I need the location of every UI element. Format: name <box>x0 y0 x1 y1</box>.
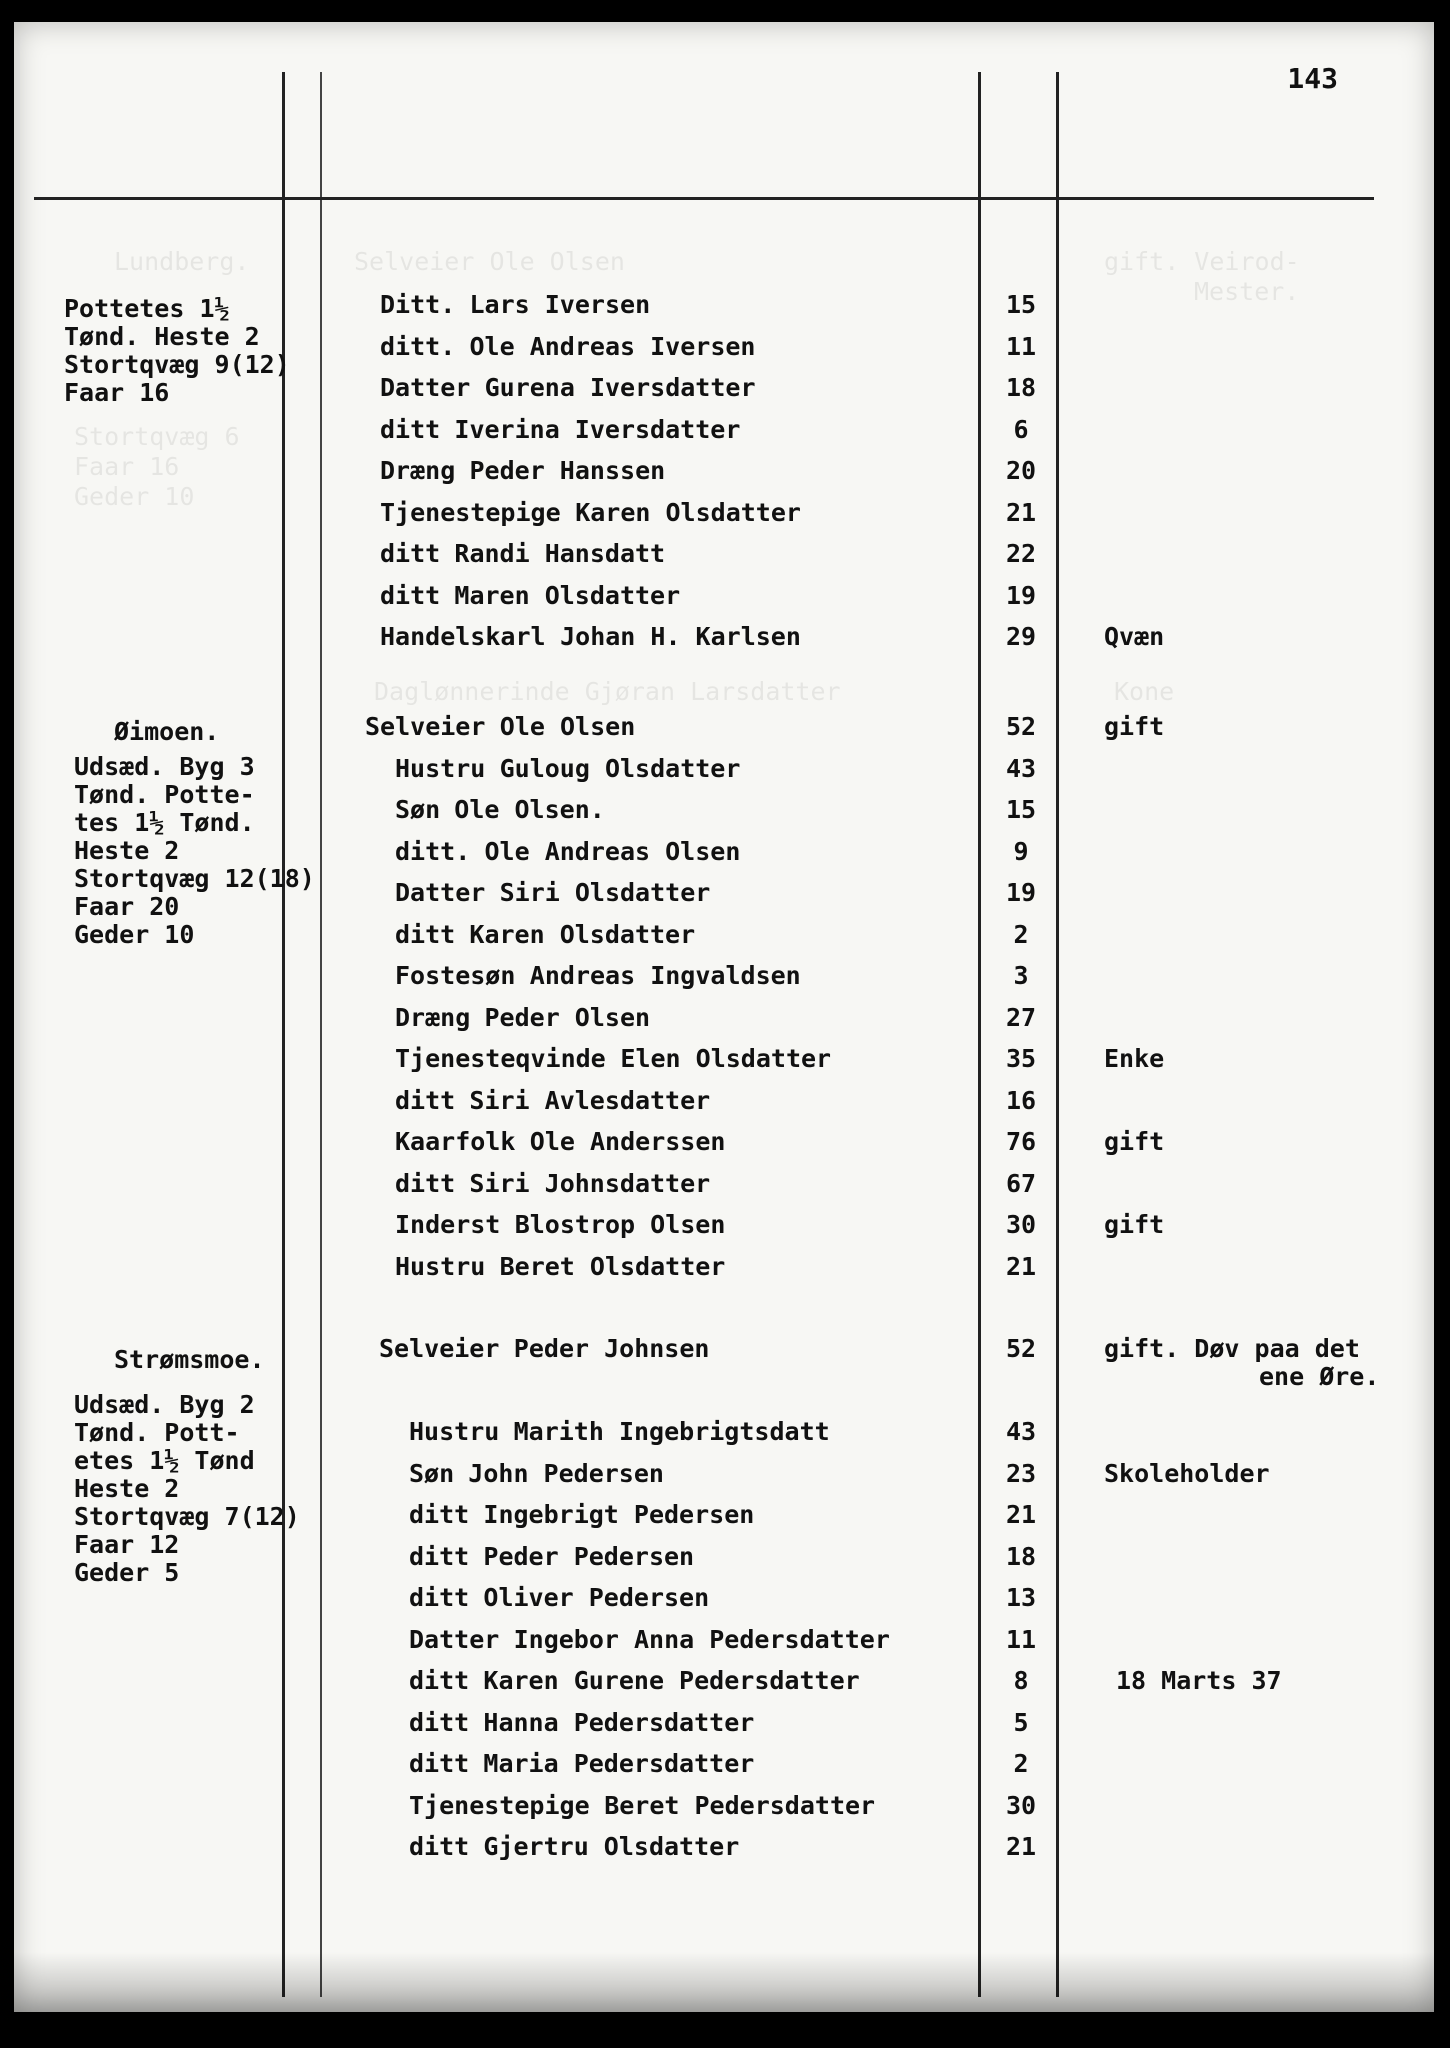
entry-name: Beret Olsdatter <box>499 1251 726 1281</box>
entry-role: Tjenesteqvinde <box>395 1044 606 1073</box>
entry-name: Karen Olsdatter <box>469 919 696 949</box>
farm-detail-line: Stortqvæg 12(18) <box>74 864 315 893</box>
entry-role: ditt <box>380 539 441 568</box>
entry-role: Hustru <box>395 1251 486 1281</box>
entry-name: Ingebor Anna Pedersdatter <box>513 1624 890 1654</box>
entry-role: ditt <box>409 1666 470 1695</box>
entry-remark: Enke <box>1104 1044 1165 1073</box>
entry-role: Datter <box>409 1624 500 1654</box>
entry-role: Hustru <box>409 1417 500 1446</box>
entry-role: Fostesøn <box>395 961 516 990</box>
entry-role: ditt <box>409 1707 470 1737</box>
column-divider-name <box>978 72 981 1997</box>
entry-age: 16 <box>1005 1085 1037 1115</box>
entry-name: Marith Ingebrigtsdatt <box>513 1417 830 1446</box>
entry-age: 15 <box>1005 795 1037 824</box>
entry-role: ditt <box>409 1832 470 1861</box>
entry-role: ditt. <box>395 836 471 866</box>
farm-detail-line: Tønd. Potte- <box>74 780 255 809</box>
entry-role: ditt <box>380 414 441 444</box>
entry-role: Dræng <box>395 1002 471 1032</box>
farm-name: Øimoen. <box>114 717 220 746</box>
entry-role: Selveier <box>379 1334 500 1363</box>
entry-age: 52 <box>1005 712 1037 741</box>
entry-age: 2 <box>1013 919 1029 949</box>
farm-detail-line: Geder 5 <box>74 1558 180 1587</box>
entry-name: Ole Andreas Olsen <box>484 836 741 866</box>
entry-role: Ditt. <box>380 290 456 319</box>
entry-age: 21 <box>1005 1251 1037 1281</box>
entry-name: Ingebrigt Pedersen <box>483 1500 755 1529</box>
entry-age: 29 <box>1005 622 1037 651</box>
farm-name: Strømsmoe. <box>114 1345 265 1374</box>
entry-name: Andreas Ingvaldsen <box>529 961 801 990</box>
entry-age: 43 <box>1005 753 1037 783</box>
entry-role: Inderst <box>395 1210 501 1239</box>
entry-age: 13 <box>1005 1583 1037 1612</box>
column-divider-age <box>1056 72 1059 1997</box>
farm-detail-line: Heste 2 <box>74 836 180 865</box>
entry-age: 19 <box>1005 878 1037 907</box>
entry-role: ditt <box>395 1168 456 1198</box>
entry-name: Guloug Olsdatter <box>499 753 741 783</box>
entry-age: 3 <box>1013 961 1029 990</box>
entry-name: Karen Olsdatter <box>575 497 801 527</box>
entry-age: 27 <box>1005 1002 1037 1032</box>
entry-name: Siri Avlesdatter <box>469 1085 711 1115</box>
entry-remark: gift. Døv paa det <box>1104 1334 1360 1363</box>
entry-age: 43 <box>1005 1417 1037 1446</box>
entry-role: Handelskarl <box>380 622 546 651</box>
entry-age: 52 <box>1005 1334 1037 1363</box>
entry-name: Blostrop Olsen <box>514 1210 726 1239</box>
entry-name: Iverina Iversdatter <box>454 414 741 444</box>
entry-role: Tjenestepige <box>409 1790 590 1820</box>
farm-detail-line: tes 1½ Tønd. <box>74 808 255 837</box>
entry-remark: 18 Marts 37 <box>1116 1666 1282 1695</box>
farm-detail-line: etes 1½ Tønd <box>74 1446 255 1475</box>
scan-border <box>0 0 1450 22</box>
entry-role: Datter <box>395 878 486 907</box>
entry-role: ditt <box>380 580 441 610</box>
farm-detail-line: Heste 2 <box>74 1474 180 1503</box>
entry-name: Gjertru Olsdatter <box>483 1832 740 1861</box>
entry-name: Peder Johnsen <box>513 1334 710 1363</box>
entry-role: Hustru <box>395 753 486 783</box>
entry-name: John Pedersen <box>468 1458 664 1488</box>
farm-detail-line: Stortqvæg 7(12) <box>74 1502 300 1531</box>
entry-name: Peder Hanssen <box>469 456 666 485</box>
entry-name: Ole Olsen. <box>454 795 605 824</box>
entry-age: 18 <box>1005 373 1037 402</box>
entry-name: Lars Iversen <box>469 290 651 319</box>
entry-role: ditt <box>395 919 456 949</box>
entry-role: ditt <box>409 1583 470 1612</box>
page-number: 143 <box>1287 62 1338 95</box>
entry-name: Peder Pedersen <box>483 1541 695 1571</box>
entry-age: 76 <box>1005 1127 1037 1156</box>
entry-name: Ole Olsen <box>499 712 636 741</box>
census-page: 143 Lundberg. Selveier Ole Olsen gift. Veirod- Mester. Stortqvæg 6 Faar 16 Geder 10 Daglønnerinde Gjøran Larsdatter Kone Pottetes 1½ Tønd. Heste 2 Stortqvæg 9(12) Faar 16 Ditt. Lars Iversen 15 ditt. Ole Andreas Iversen 11 Datter Gurena Iversdatter 18 ditt Iverina Iversdatter 6 Dræng Peder Hanssen 20 Tjenestepige Karen Olsdatter 21 ditt Randi Hansdatt 22 ditt Maren Olsdatter 19 Handelskarl Johan H. Karlsen 29 Qvæn Øimoen. Udsæd. Byg 3 Tønd. Potte- tes 1½ Tønd. Heste 2 Stortqvæg 12(18) Faar 20 Geder 10 Selveier Ole Olsen 52 gift Hustru Guloug Olsdatter 43 Søn Ole Olsen. 15 ditt. Ole Andreas Olsen 9 Datter Siri Olsdatter 19 ditt Karen Olsdatter 2 Fostesøn Andreas Ingvaldsen 3 Dræng Peder Olsen 27 Tjenesteqvinde Elen Olsdatter 35 Enke ditt Siri Avlesdatter 16 Kaarfolk Ole Anderssen 76 gift ditt Siri Johnsdatter 67 Inderst Blostrop Olsen 30 gift Hustru Beret Olsdatter 21 Strømsmoe. Udsæd. Byg 2 Tønd. Pott- etes 1½ Tønd Heste 2 Stortqvæg 7(12) Faar 12 Geder 5 Selveier Peder Johnsen 52 gift. Døv paa det ene Øre. Hustru Marith Ingebrigtsdatt 43 Søn John Pedersen 23 Skoleholder ditt Ingebrigt Pedersen 21 ditt Peder Pedersen 18 ditt Oliver Pedersen 13 Datter Ingebor Anna Pedersdatter 11 ditt Karen Gurene Pedersdatter 8 18 Marts 37 ditt Hanna Pedersdatter 5 ditt Maria Pedersdatter 2 Tjenestepige Beret Pedersdatter 30 ditt Gjertru Olsdatter 21 <box>14 22 1434 2012</box>
entry-name: Karen Gurene Pedersdatter <box>483 1666 860 1695</box>
farm-detail-line: Faar 16 <box>64 378 170 407</box>
entry-role: ditt <box>409 1500 470 1529</box>
entry-remark: gift <box>1104 712 1165 741</box>
farm-detail-line: Stortqvæg 9(12) <box>64 350 290 379</box>
header-rule <box>34 197 1374 200</box>
entry-name: Johan H. Karlsen <box>560 622 801 651</box>
farm-detail-line: Udsæd. Byg 3 <box>74 752 255 781</box>
farm-detail-line: Faar 20 <box>74 892 180 921</box>
farm-detail-line: Tønd. Heste 2 <box>64 322 260 351</box>
column-divider-farm-inner <box>320 72 322 1997</box>
entry-age: 35 <box>1005 1044 1037 1073</box>
entry-age: 30 <box>1005 1210 1037 1239</box>
entry-age: 18 <box>1005 1541 1037 1571</box>
entry-role: Søn <box>409 1458 455 1488</box>
entry-age: 21 <box>1005 1500 1037 1529</box>
farm-detail-line: Tønd. Pott- <box>74 1418 240 1447</box>
entry-name: Siri Johnsdatter <box>469 1168 711 1198</box>
entry-name: Ole Andreas Iversen <box>469 331 756 361</box>
entry-role: ditt <box>409 1541 470 1571</box>
entry-age: 30 <box>1005 1790 1037 1820</box>
entry-role: Søn <box>395 795 441 824</box>
entry-age: 2 <box>1013 1749 1029 1778</box>
entry-age: 5 <box>1013 1707 1029 1737</box>
farm-detail-line: Pottetes 1½ <box>64 294 230 323</box>
entry-role: Tjenestepige <box>380 497 561 527</box>
entry-age: 8 <box>1013 1666 1029 1695</box>
entry-role: ditt <box>395 1085 456 1115</box>
entry-name: Randi Hansdatt <box>454 539 666 568</box>
entry-role: Kaarfolk <box>395 1127 516 1156</box>
entry-age: 6 <box>1013 414 1029 444</box>
entry-age: 23 <box>1005 1458 1037 1488</box>
entry-name: Siri Olsdatter <box>499 878 711 907</box>
entry-remark: gift <box>1104 1210 1165 1239</box>
entry-role: Dræng <box>380 456 456 485</box>
entry-name: Ole Anderssen <box>529 1127 726 1156</box>
entry-age: 11 <box>1005 1624 1037 1654</box>
entry-age: 20 <box>1005 456 1037 485</box>
entry-age: 67 <box>1005 1168 1037 1198</box>
entry-name: Maria Pedersdatter <box>483 1749 755 1778</box>
entry-remark: gift <box>1104 1127 1165 1156</box>
entry-name: Hanna Pedersdatter <box>483 1707 755 1737</box>
entry-name: Beret Pedersdatter <box>604 1790 876 1820</box>
entry-remark: ene Øre. <box>1259 1361 1380 1391</box>
entry-name: Oliver Pedersen <box>483 1583 710 1612</box>
entry-age: 21 <box>1005 497 1037 527</box>
entry-role: Selveier <box>365 712 486 741</box>
entry-age: 11 <box>1005 331 1037 361</box>
entry-age: 22 <box>1005 539 1037 568</box>
entry-role: ditt. <box>380 331 456 361</box>
entry-age: 15 <box>1005 290 1037 319</box>
entry-role: ditt <box>409 1749 470 1778</box>
farm-detail-line: Udsæd. Byg 2 <box>74 1390 255 1419</box>
scan-shadow <box>14 1952 1434 2012</box>
entry-name: Peder Olsen <box>484 1002 651 1032</box>
entry-age: 9 <box>1013 836 1029 866</box>
entry-name: Gurena Iversdatter <box>484 373 756 402</box>
farm-detail-line: Geder 10 <box>74 920 195 949</box>
entry-remark: Skoleholder <box>1104 1458 1270 1488</box>
farm-detail-line: Faar 12 <box>74 1530 180 1559</box>
entry-age: 21 <box>1005 1832 1037 1861</box>
entry-remark: Qvæn <box>1104 622 1165 651</box>
entry-name: Maren Olsdatter <box>454 580 681 610</box>
entry-role: Datter <box>380 373 471 402</box>
entry-name: Elen Olsdatter <box>620 1044 832 1073</box>
entry-age: 19 <box>1005 580 1037 610</box>
